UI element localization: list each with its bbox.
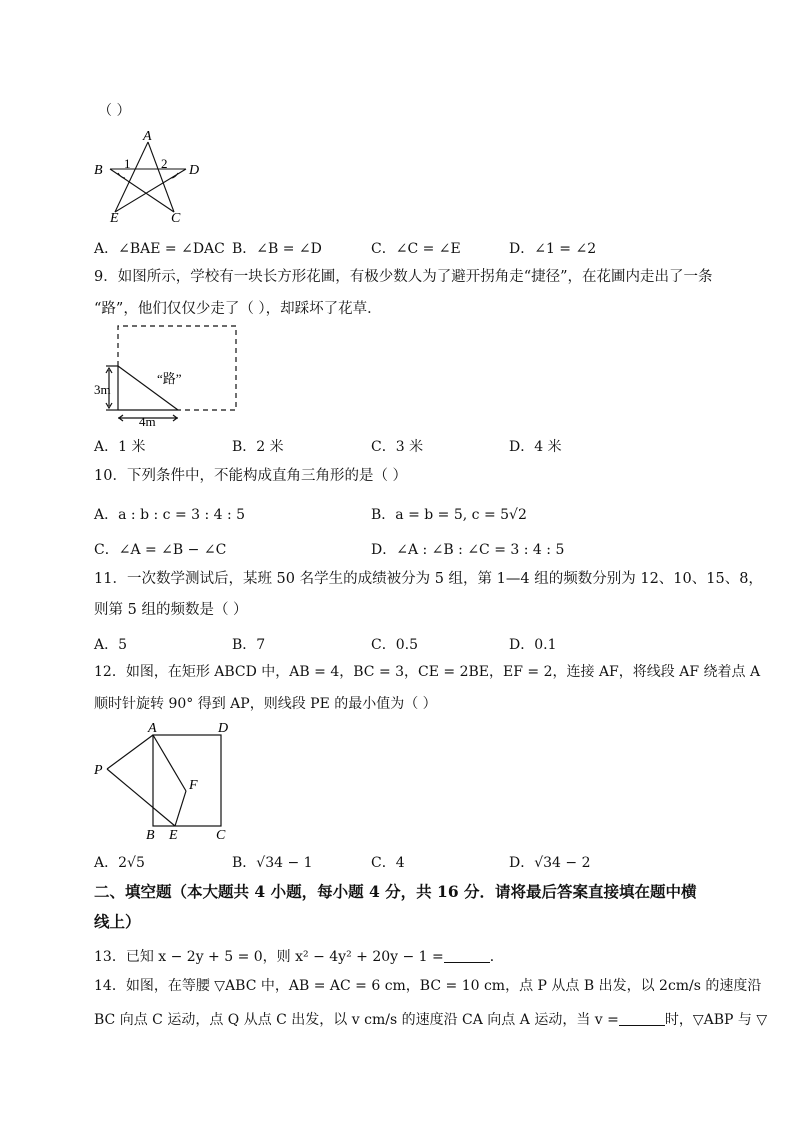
q11-option-b: B．7: [232, 637, 266, 653]
q12-stem-line2: 顺时针旋转 90° 得到 AP，则线段 PE 的最小值为（ ）: [94, 696, 437, 712]
q14-text: BC 向点 C 运动，点 Q 从点 C 出发，以 v cm/s 的速度沿 CA 向点 A 运动，当 v =: [94, 1012, 619, 1028]
q14-tail: 时，▽ABP 与 ▽: [664, 1012, 768, 1028]
q12-option-d: D．√34 − 2: [509, 855, 591, 871]
q14-answer-blank[interactable]: [619, 1011, 665, 1026]
q8-option-d: D．∠1 = ∠2: [509, 241, 597, 257]
q9-option-c: C．3 米: [371, 439, 424, 455]
q12-label-a: A: [148, 721, 157, 736]
q9-option-a: A．1 米: [94, 439, 146, 455]
q8-label-a: A: [143, 129, 152, 144]
q8-angle-2-label: 2: [161, 156, 168, 171]
q9-stem-line2: “路”，他们仅仅少走了（ ），却踩坏了花草．: [94, 301, 382, 317]
q10-stem: 10．下列条件中，不能构成直角三角形的是（ ）: [94, 468, 408, 484]
q12-label-d: D: [218, 721, 229, 736]
q12-option-c: C．4: [371, 855, 405, 871]
q8-angle-1-label: 1: [124, 156, 131, 171]
q10-option-c: C．∠A = ∠B − ∠C: [94, 542, 227, 558]
q13-text: 13．已知 x − 2y + 5 = 0，则 x² − 4y² + 20y − 1 =: [94, 949, 444, 965]
q11-option-c: C．0.5: [371, 637, 418, 653]
q11-option-a: A．5: [94, 637, 128, 653]
q10-option-a: A．a : b : c = 3 : 4 : 5: [94, 507, 246, 523]
q8-label-e: E: [110, 211, 119, 226]
q12-label-e: E: [169, 828, 178, 842]
q8-option-a: A．∠BAE = ∠DAC: [94, 241, 225, 257]
q11-stem-line2: 则第 5 组的频数是（ ）: [94, 602, 248, 618]
q8-label-c: C: [171, 211, 181, 226]
q8-label-b: B: [94, 163, 103, 178]
q12-label-c: C: [216, 828, 226, 842]
q9-option-d: D．4 米: [509, 439, 562, 455]
q9-garden-figure: [92, 322, 242, 430]
q8-star-figure: [88, 126, 218, 226]
q12-option-b: B．√34 − 1: [232, 855, 313, 871]
q12-label-p: P: [94, 763, 103, 778]
q12-label-b: B: [146, 828, 155, 842]
q9-stem-line1: 9．如图所示，学校有一块长方形花圃，有极少数人为了避开拐角走“捷径”，在花圃内走出了一条: [94, 269, 713, 285]
q13-stem: [94, 948, 504, 964]
section2-heading-line2: 线上）: [94, 912, 141, 931]
q9-road-label: “路”: [157, 371, 182, 386]
q12-label-f: F: [189, 778, 198, 793]
q9-width-label: 4m: [139, 414, 156, 429]
q8-option-b: B．∠B = ∠D: [232, 241, 322, 257]
q9-height-label: 3m: [94, 382, 111, 397]
q9-option-b: B．2 米: [232, 439, 284, 455]
q11-stem-line1: 11．一次数学测试后，某班 50 名学生的成绩被分为 5 组，第 1—4 组的频数分别为 12、10、15、8，: [94, 571, 763, 587]
section2-heading-line1: 二、填空题（本大题共 4 小题，每小题 4 分，共 16 分．请将最后答案直接填在题中横: [94, 882, 697, 901]
q10-option-b: B．a = b = 5, c = 5√2: [371, 507, 527, 523]
q14-stem-line1: 14．如图，在等腰 ▽ABC 中，AB = AC = 6 cm，BC = 10 cm，点 P 从点 B 出发，以 2cm/s 的速度沿: [94, 978, 762, 994]
q8-label-d: D: [189, 163, 200, 178]
q8-answer-paren: （ ）: [98, 103, 131, 119]
q10-option-d: D．∠A : ∠B : ∠C = 3 : 4 : 5: [371, 542, 565, 558]
q13-answer-blank[interactable]: [444, 948, 490, 963]
q12-rectangle-figure: [90, 718, 240, 842]
q12-stem-line1: 12．如图，在矩形 ABCD 中，AB = 4，BC = 3，CE = 2BE，EF = 2，连接 AF，将线段 AF 绕着点 A: [94, 664, 761, 680]
q8-option-c: C．∠C = ∠E: [371, 241, 461, 257]
q14-stem-line2: [94, 1011, 767, 1027]
q13-end: ．: [489, 949, 504, 965]
q11-option-d: D．0.1: [509, 637, 557, 653]
q12-option-a: A．2√5: [94, 855, 145, 871]
